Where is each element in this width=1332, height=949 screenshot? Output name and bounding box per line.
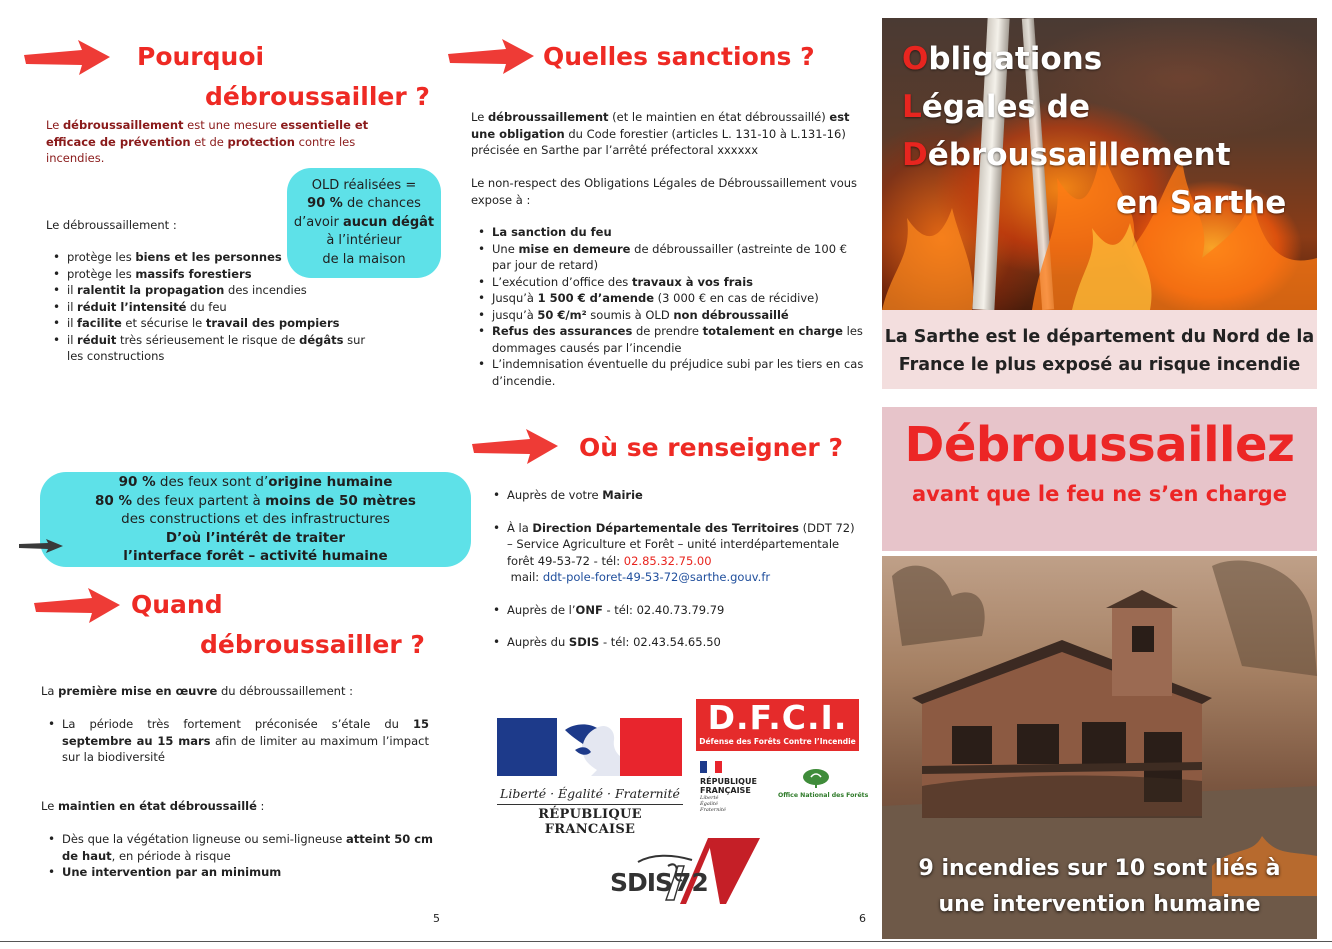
red-arrow-icon [32,586,122,626]
bold-text: ralentit la propagation [77,283,225,297]
exposure-line1: La Sarthe est le département du Nord de la [884,327,1315,347]
bold-text: débroussaillement [487,110,609,124]
text-run: La période très fortement préconisée s’étale du [62,717,413,731]
text-run: protège les [67,266,136,281]
red-arrow-icon [446,37,536,77]
bold-text: ONF [575,602,603,617]
pourquoi-list [46,249,371,365]
quand-lead1 [41,683,431,700]
text-run: de débroussailler (astreinte de 100 € par jour de retard) [492,241,847,272]
list-item [46,266,371,283]
text-run: des incendies [224,283,307,297]
text-run: soumis à OLD [586,307,674,322]
text-run: il [67,299,78,314]
text-run: La [41,684,59,698]
human-cause-line2: une intervention humaine [938,892,1261,917]
quand-lead2 [41,798,431,815]
renseigner-onf [486,602,861,619]
rf-name: RÉPUBLIQUE FRANCAISE [538,807,642,837]
title-rest-1: bligations [928,41,1103,77]
text-run: L’exécution d’office des [492,274,632,289]
list-item [471,224,866,241]
text-run: de prendre [632,324,703,338]
bubble-line [287,177,441,195]
rf-small-motto: Liberté Égalité Fraternité [700,795,726,813]
text-run: sur les constructions [67,332,366,363]
bold-text: biens et les personnes [135,250,282,264]
bold-text: D’où l’intérêt de traiter [165,529,346,546]
text-run: Jusqu’à [492,291,538,305]
bold-text: Mairie [602,488,643,502]
list-item [46,315,371,332]
burnt-house-image [882,556,1317,939]
bold-text: 15 septembre au 15 mars [62,717,429,748]
renseigner-mairie [486,487,861,504]
page-number-6: 6 [859,912,866,925]
page-number-5: 5 [433,912,440,925]
text-run: d’avoir [293,214,343,230]
bold-text: Une intervention par an minimum [62,865,282,879]
tricolor-icon [700,761,722,773]
list-item [471,274,866,291]
quand-list2 [41,831,433,881]
exposure-line2: France le plus exposé au risque incendie [898,355,1301,375]
bubble-line [287,214,441,232]
bold-text: mise en demeure [518,241,631,256]
text-run: du feu [186,299,227,314]
bold-text: réduit l’intensité [77,299,187,314]
bubble-line [40,492,471,511]
bubble-line [287,232,441,250]
pourquoi-title-line1: Pourquoi [137,42,265,71]
bubble-line [40,547,471,566]
tree-icon [801,768,831,788]
text-run: et de [190,134,228,149]
bold-text: SDIS [568,635,600,649]
list-item [41,831,433,864]
red-arrow-icon [470,427,560,467]
quand-title-line1: Quand [131,590,223,619]
debroussaillez-headline: Débroussaillez [904,417,1295,473]
dark-arrow-icon [18,539,64,553]
republique-francaise-logo [495,716,685,837]
dfci-name: D.F.C.I. [707,698,848,737]
bold-text: 50 €/m² [537,307,587,322]
renseigner-list [486,487,861,651]
text-run: afin de limiter au maximum l’impact sur la biodiversité [62,733,429,764]
page-bottom-divider [0,941,1332,942]
bold-text: origine humaine [268,474,393,490]
onf-logo [778,768,869,802]
bubble-line [40,529,471,548]
bold-text: essentielle et efficace de prévention [46,118,369,149]
bold-text: totalement en charge [702,324,843,338]
title-cap-l: L [902,89,922,125]
text-run: des feux partent à [132,492,266,509]
text-run: de chances [342,196,421,212]
text-run: Auprès de votre [507,488,603,502]
ddt-phone[interactable]: 02.85.32.75.00 [623,553,712,568]
bold-text: maintien en état débroussaillé [57,799,257,813]
text-run: - tél: 02.43.54.65.50 [599,635,721,649]
text-run: : [256,799,265,813]
text-run: du Code forestier (articles L. 131-10 à L.131-16) précisée en Sarthe par l’arrêté préfectoral xxxxxx [471,126,846,157]
bold-text: La sanction du feu [492,225,612,239]
rf-motto: Liberté · Égalité · Fraternité [500,786,680,801]
title-rest-4: en Sarthe [1116,185,1287,221]
text-run: et sécurise le [121,316,206,330]
bold-text: 90 % [118,474,156,490]
text-run: il [67,316,78,330]
pourquoi-title-line2: débroussailler ? [205,82,430,111]
bold-text: réduit [77,332,117,347]
bold-text: aucun dégât [342,214,435,230]
bold-text: l’interface forêt – activité humaine [123,548,388,565]
call-to-action-band [882,407,1317,551]
list-item [471,290,866,307]
sdis-num: 72 [674,868,709,897]
title-line-3 [902,131,1231,179]
dfci-sub: Défense des Forêts Contre l’Incendie [699,737,856,746]
list-item [46,299,371,316]
bold-text: 1 500 € d’amende [537,291,655,305]
title-cap-d: D [902,137,928,173]
bold-text: moins de 50 mètres [265,492,416,509]
text-run: Une [492,241,519,256]
text-run: (3 000 € en cas de récidive) [654,291,819,305]
marianne-flag-icon [495,716,685,782]
bold-text: facilite [77,316,122,330]
bold-text: atteint 50 cm de haut [62,832,434,863]
text-run: contre les incendies. [46,134,356,165]
text-run: les dommages causés par l’incendie [492,324,863,355]
debroussaillez-subline: avant que le feu ne s’en charge [912,482,1287,506]
onf-name: Office National des Forêts [778,792,869,799]
bold-text: 80 % [95,492,133,509]
quand-list1 [41,716,429,766]
text-run: des constructions et des infrastructures [121,511,390,528]
sdis72-logo [608,836,760,906]
text-run: à l’intérieur [326,233,402,249]
text-run: - tél: 02.40.73.79.79 [602,602,725,617]
ddt-name: Direction Départementale des Territoires [532,520,799,535]
stats-bubble [40,472,471,567]
title-line-2 [902,83,1090,131]
bold-text: 90 % [307,196,343,212]
text-run: Le [41,799,58,813]
bold-text: première mise en œuvre [58,684,218,698]
text-run: du débroussaillement : [217,684,353,698]
bubble-line [40,510,471,529]
sanctions-title: Quelles sanctions ? [543,42,815,71]
title-rest-2: égales de [921,89,1091,125]
text-run: protège les [67,250,136,264]
text-run: , en période à risque [111,848,231,863]
bold-text: travaux à vos frais [631,274,753,289]
sanctions-p1 [471,109,866,159]
quand-title-line2: débroussailler ? [200,630,425,659]
bold-text: protection [227,134,295,149]
list-item [471,241,866,274]
renseigner-ddt [486,520,861,586]
list-item [471,323,866,356]
bold-text: non débroussaillé [673,307,789,322]
text-run: Auprès de l’ [507,602,576,617]
bold-text: massifs forestiers [135,266,252,281]
bold-text: est une obligation [471,110,850,141]
rf-small-logo [700,758,770,813]
title-line-4 [1116,179,1286,227]
text-run: très sérieusement le risque de [116,332,300,347]
bold-text: travail des pompiers [205,316,340,330]
bold-text: débroussaillement [62,118,184,132]
renseigner-title: Où se renseigner ? [579,433,843,462]
list-item [46,282,371,299]
list-item [471,356,866,389]
bold-text: Refus des assurances [492,324,633,338]
list-item [41,716,429,766]
pourquoi-intro [46,117,371,167]
renseigner-sdis [486,634,861,651]
text-run: est une mesure [183,118,281,132]
sanctions-p2: Le non-respect des Obligations Légales de Débroussaillement vous expose à : [471,176,858,207]
bubble-line [40,473,471,492]
list-item [46,332,371,365]
ddt-prefix: À la [507,520,533,535]
text-run: Le [471,110,488,124]
ddt-details: (DDT 72) – Service Agriculture et Forêt – unité interdépartementale forêt 49-53-72 - tél: [507,520,855,568]
text-run: Le [46,118,63,132]
text-run: des feux sont d’ [155,474,269,490]
text-run: Dès que la végétation ligneuse ou semi-ligneuse [62,832,347,846]
red-arrow-icon [22,38,112,78]
rf-divider [497,804,683,805]
text-run: OLD réalisées = [311,178,417,193]
text-run: il [67,283,78,297]
sdis-name: SDIS [610,868,673,897]
title-line-1 [902,35,1102,83]
stats-bubble-lines [40,473,471,566]
title-cap-o: O [902,41,929,77]
title-rest-3: ébroussaillement [927,137,1231,173]
text-run: jusqu’à [492,307,538,322]
bubble-line [287,195,441,213]
bold-text: dégâts [299,332,344,347]
forest-fire-image [882,18,1317,310]
text-run: (et le maintien en état débroussaillé) [608,110,830,124]
exposure-band [882,310,1317,389]
pourquoi-lead: Le débroussaillement : [46,218,177,232]
ddt-mail-link[interactable]: ddt-pole-foret-49-53-72@sarthe.gouv.fr [542,570,771,584]
dfci-logo [696,699,859,751]
rf-small-name: RÉPUBLIQUE FRANÇAISE [700,777,757,795]
text-run: L’indemnisation éventuelle du préjudice subi par les tiers en cas d’incendie. [492,357,864,388]
text-run: Auprès du [507,635,569,649]
list-item [41,864,433,881]
human-cause-line1: 9 incendies sur 10 sont liés à [918,856,1281,881]
ddt-mail-label: mail: [510,570,543,584]
list-item [46,249,371,266]
text-run: il [67,332,78,347]
text-run: de la maison [322,251,406,267]
list-item [471,307,866,324]
sanctions-list [471,224,866,389]
